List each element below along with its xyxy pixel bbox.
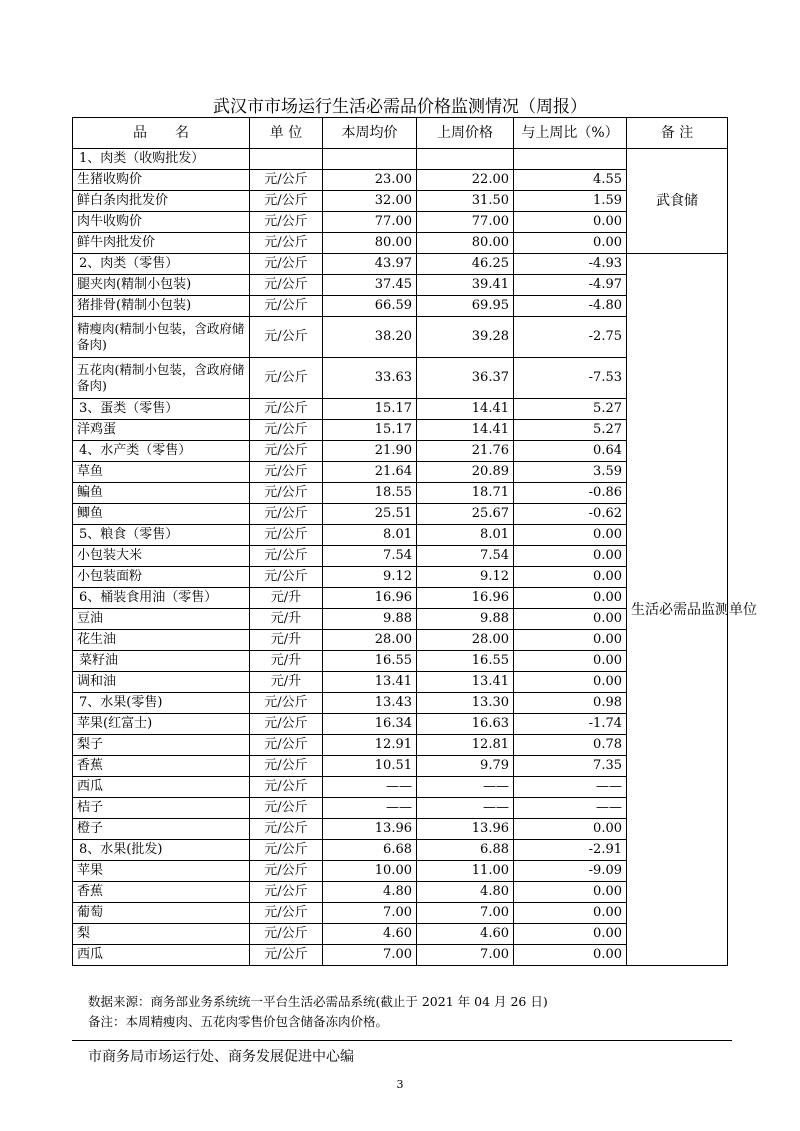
this-week-price: 28.00	[323, 630, 417, 651]
item-unit: 元/公斤	[250, 924, 323, 945]
this-week-price: 13.43	[323, 693, 417, 714]
last-week-price: 4.60	[417, 924, 514, 945]
week-change: 0.00	[514, 819, 627, 840]
item-unit: 元/公斤	[250, 903, 323, 924]
week-change: 5.27	[514, 399, 627, 420]
this-week-price: 9.12	[323, 567, 417, 588]
week-change: 3.59	[514, 462, 627, 483]
item-unit: 元/公斤	[250, 546, 323, 567]
last-week-price: 12.81	[417, 735, 514, 756]
note-cell-wushichu: 武食储	[627, 149, 728, 254]
column-header-change: 与上周比（%）	[514, 118, 627, 149]
this-week-price: 6.68	[323, 840, 417, 861]
this-week-price: 12.91	[323, 735, 417, 756]
last-week-price: 39.28	[417, 317, 514, 358]
note-cell-monitor-unit: 生活必需品监测单位	[627, 254, 728, 966]
this-week-price: 25.51	[323, 504, 417, 525]
item-name: 生猪收购价	[73, 170, 250, 191]
item-unit: 元/公斤	[250, 296, 323, 317]
last-week-price: 13.96	[417, 819, 514, 840]
week-change: 0.00	[514, 924, 627, 945]
week-change	[514, 149, 627, 170]
week-change: 0.00	[514, 672, 627, 693]
item-name: 3、蛋类（零售）	[73, 399, 250, 420]
item-name: 香蕉	[73, 882, 250, 903]
item-unit: 元/公斤	[250, 254, 323, 275]
week-change: 0.00	[514, 525, 627, 546]
item-unit: 元/升	[250, 672, 323, 693]
this-week-price: 38.20	[323, 317, 417, 358]
week-change: -1.74	[514, 714, 627, 735]
column-header-name: 品 名	[73, 118, 250, 149]
this-week-price: 16.96	[323, 588, 417, 609]
week-change: 0.00	[514, 609, 627, 630]
item-unit: 元/公斤	[250, 483, 323, 504]
this-week-price: 8.01	[323, 525, 417, 546]
last-week-price: 16.96	[417, 588, 514, 609]
item-name: 梨子	[73, 735, 250, 756]
column-header-unit: 单 位	[250, 118, 323, 149]
column-header-note: 备 注	[627, 118, 728, 149]
this-week-price: 43.97	[323, 254, 417, 275]
week-change: 0.00	[514, 945, 627, 966]
this-week-price: 15.17	[323, 420, 417, 441]
page-number: 3	[396, 1078, 404, 1091]
last-week-price: 46.25	[417, 254, 514, 275]
item-name: 小包装大米	[73, 546, 250, 567]
this-week-price: 7.54	[323, 546, 417, 567]
week-change: 0.00	[514, 903, 627, 924]
table-row	[73, 149, 728, 170]
item-unit: 元/公斤	[250, 317, 323, 358]
week-change: 4.55	[514, 170, 627, 191]
last-week-price: 77.00	[417, 212, 514, 233]
this-week-price: 7.00	[323, 903, 417, 924]
item-name: 5、粮食（零售）	[73, 525, 250, 546]
item-unit: 元/升	[250, 630, 323, 651]
item-name: 豆油	[73, 609, 250, 630]
week-change: 0.00	[514, 567, 627, 588]
item-name: 菜籽油	[73, 651, 250, 672]
this-week-price: 16.34	[323, 714, 417, 735]
week-change: 0.00	[514, 882, 627, 903]
week-change: -2.75	[514, 317, 627, 358]
week-change: -4.97	[514, 275, 627, 296]
item-unit: 元/公斤	[250, 861, 323, 882]
table-row	[73, 254, 728, 275]
last-week-price: 7.54	[417, 546, 514, 567]
item-name-text: 精瘦肉(精制小包装，含政府储备肉)	[77, 321, 245, 352]
last-week-price: 28.00	[417, 630, 514, 651]
this-week-price: ——	[323, 798, 417, 819]
item-name: 橙子	[73, 819, 250, 840]
last-week-price: 13.41	[417, 672, 514, 693]
last-week-price: 31.50	[417, 191, 514, 212]
week-change: -0.86	[514, 483, 627, 504]
week-change: 5.27	[514, 420, 627, 441]
last-week-price: 13.30	[417, 693, 514, 714]
week-change: -7.53	[514, 358, 627, 399]
table-header-row	[73, 118, 728, 149]
last-week-price: ——	[417, 777, 514, 798]
week-change: 0.78	[514, 735, 627, 756]
item-name	[73, 317, 250, 358]
last-week-price: 14.41	[417, 399, 514, 420]
item-name: 苹果(红富士)	[73, 714, 250, 735]
item-unit: 元/公斤	[250, 567, 323, 588]
item-unit: 元/公斤	[250, 777, 323, 798]
item-name: 鲜牛肉批发价	[73, 233, 250, 254]
item-name: 4、水产类（零售）	[73, 441, 250, 462]
last-week-price: 6.88	[417, 840, 514, 861]
last-week-price: 25.67	[417, 504, 514, 525]
remark-note: 备注：本周精瘦肉、五花肉零售价包含储备冻肉价格。	[88, 1014, 389, 1029]
item-unit: 元/公斤	[250, 420, 323, 441]
item-name: 猪排骨(精制小包装)	[73, 296, 250, 317]
item-unit: 元/公斤	[250, 756, 323, 777]
item-name: 草鱼	[73, 462, 250, 483]
item-unit: 元/升	[250, 651, 323, 672]
item-unit: 元/公斤	[250, 525, 323, 546]
this-week-price: 9.88	[323, 609, 417, 630]
this-week-price: 4.60	[323, 924, 417, 945]
item-unit: 元/公斤	[250, 212, 323, 233]
item-unit	[250, 149, 323, 170]
this-week-price: 77.00	[323, 212, 417, 233]
item-name: 鳊鱼	[73, 483, 250, 504]
last-week-price: 9.12	[417, 567, 514, 588]
last-week-price: 20.89	[417, 462, 514, 483]
last-week-price: 11.00	[417, 861, 514, 882]
last-week-price: 16.55	[417, 651, 514, 672]
footnotes	[88, 992, 548, 1032]
item-name: 肉牛收购价	[73, 212, 250, 233]
item-unit: 元/升	[250, 588, 323, 609]
week-change: 0.00	[514, 630, 627, 651]
last-week-price: 36.37	[417, 358, 514, 399]
item-unit: 元/公斤	[250, 735, 323, 756]
column-header-this-week: 本周均价	[323, 118, 417, 149]
footer-divider	[72, 1040, 732, 1041]
this-week-price: 16.55	[323, 651, 417, 672]
item-name: 西瓜	[73, 945, 250, 966]
item-unit: 元/公斤	[250, 399, 323, 420]
item-name: 调和油	[73, 672, 250, 693]
last-week-price: 18.71	[417, 483, 514, 504]
item-unit: 元/公斤	[250, 840, 323, 861]
item-name: 7、水果(零售)	[73, 693, 250, 714]
item-name-text: 五花肉(精制小包装，含政府储备肉)	[77, 362, 245, 393]
item-unit: 元/公斤	[250, 945, 323, 966]
week-change: -0.62	[514, 504, 627, 525]
last-week-price: 8.01	[417, 525, 514, 546]
item-name: 鲫鱼	[73, 504, 250, 525]
last-week-price: 7.00	[417, 945, 514, 966]
item-name: 西瓜	[73, 777, 250, 798]
item-unit: 元/公斤	[250, 882, 323, 903]
item-name	[73, 358, 250, 399]
item-unit: 元/公斤	[250, 170, 323, 191]
item-name: 6、桶装食用油（零售）	[73, 588, 250, 609]
last-week-price: ——	[417, 798, 514, 819]
item-name: 香蕉	[73, 756, 250, 777]
this-week-price: 32.00	[323, 191, 417, 212]
item-name: 桔子	[73, 798, 250, 819]
last-week-price: 9.79	[417, 756, 514, 777]
this-week-price: 18.55	[323, 483, 417, 504]
this-week-price: ——	[323, 777, 417, 798]
item-unit: 元/公斤	[250, 441, 323, 462]
this-week-price: 23.00	[323, 170, 417, 191]
this-week-price: 21.64	[323, 462, 417, 483]
data-source-note: 数据来源：商务部业务系统统一平台生活必需品系统(截止于 2021 年 04 月 26 日)	[88, 994, 548, 1009]
this-week-price	[323, 149, 417, 170]
week-change: -4.80	[514, 296, 627, 317]
week-change: 0.00	[514, 651, 627, 672]
document-title: 武汉市市场运行生活必需品价格监测情况（周报）	[213, 97, 587, 117]
item-name: 腿夹肉(精制小包装)	[73, 275, 250, 296]
week-change: 0.00	[514, 233, 627, 254]
column-header-last-week: 上周价格	[417, 118, 514, 149]
last-week-price: 69.95	[417, 296, 514, 317]
item-unit: 元/公斤	[250, 462, 323, 483]
editor-credit: 市商务局市场运行处、商务发展促进中心编	[88, 1049, 354, 1065]
last-week-price: 7.00	[417, 903, 514, 924]
item-name: 洋鸡蛋	[73, 420, 250, 441]
price-table	[72, 117, 757, 966]
this-week-price: 13.96	[323, 819, 417, 840]
week-change: -9.09	[514, 861, 627, 882]
item-name: 梨	[73, 924, 250, 945]
week-change: -2.91	[514, 840, 627, 861]
week-change: 0.00	[514, 546, 627, 567]
week-change: 0.98	[514, 693, 627, 714]
item-unit: 元/升	[250, 609, 323, 630]
this-week-price: 10.00	[323, 861, 417, 882]
last-week-price	[417, 149, 514, 170]
item-name: 苹果	[73, 861, 250, 882]
item-name: 葡萄	[73, 903, 250, 924]
last-week-price: 16.63	[417, 714, 514, 735]
week-change: ——	[514, 798, 627, 819]
last-week-price: 14.41	[417, 420, 514, 441]
item-name: 小包装面粉	[73, 567, 250, 588]
item-name: 花生油	[73, 630, 250, 651]
last-week-price: 22.00	[417, 170, 514, 191]
this-week-price: 37.45	[323, 275, 417, 296]
this-week-price: 21.90	[323, 441, 417, 462]
this-week-price: 80.00	[323, 233, 417, 254]
item-name: 1、肉类（收购批发）	[73, 149, 250, 170]
week-change: 0.00	[514, 588, 627, 609]
item-unit: 元/公斤	[250, 819, 323, 840]
this-week-price: 10.51	[323, 756, 417, 777]
item-unit: 元/公斤	[250, 233, 323, 254]
week-change: -4.93	[514, 254, 627, 275]
last-week-price: 39.41	[417, 275, 514, 296]
last-week-price: 9.88	[417, 609, 514, 630]
item-unit: 元/公斤	[250, 798, 323, 819]
this-week-price: 15.17	[323, 399, 417, 420]
week-change: 1.59	[514, 191, 627, 212]
item-unit: 元/公斤	[250, 191, 323, 212]
item-unit: 元/公斤	[250, 693, 323, 714]
item-name: 8、水果(批发)	[73, 840, 250, 861]
this-week-price: 33.63	[323, 358, 417, 399]
item-unit: 元/公斤	[250, 275, 323, 296]
this-week-price: 13.41	[323, 672, 417, 693]
week-change: 0.00	[514, 212, 627, 233]
item-name: 2、肉类（零售）	[73, 254, 250, 275]
this-week-price: 7.00	[323, 945, 417, 966]
last-week-price: 4.80	[417, 882, 514, 903]
item-unit: 元/公斤	[250, 504, 323, 525]
week-change: 0.64	[514, 441, 627, 462]
week-change: 7.35	[514, 756, 627, 777]
item-unit: 元/公斤	[250, 358, 323, 399]
this-week-price: 4.80	[323, 882, 417, 903]
this-week-price: 66.59	[323, 296, 417, 317]
item-unit: 元/公斤	[250, 714, 323, 735]
last-week-price: 80.00	[417, 233, 514, 254]
item-name: 鲜白条肉批发价	[73, 191, 250, 212]
week-change: ——	[514, 777, 627, 798]
last-week-price: 21.76	[417, 441, 514, 462]
